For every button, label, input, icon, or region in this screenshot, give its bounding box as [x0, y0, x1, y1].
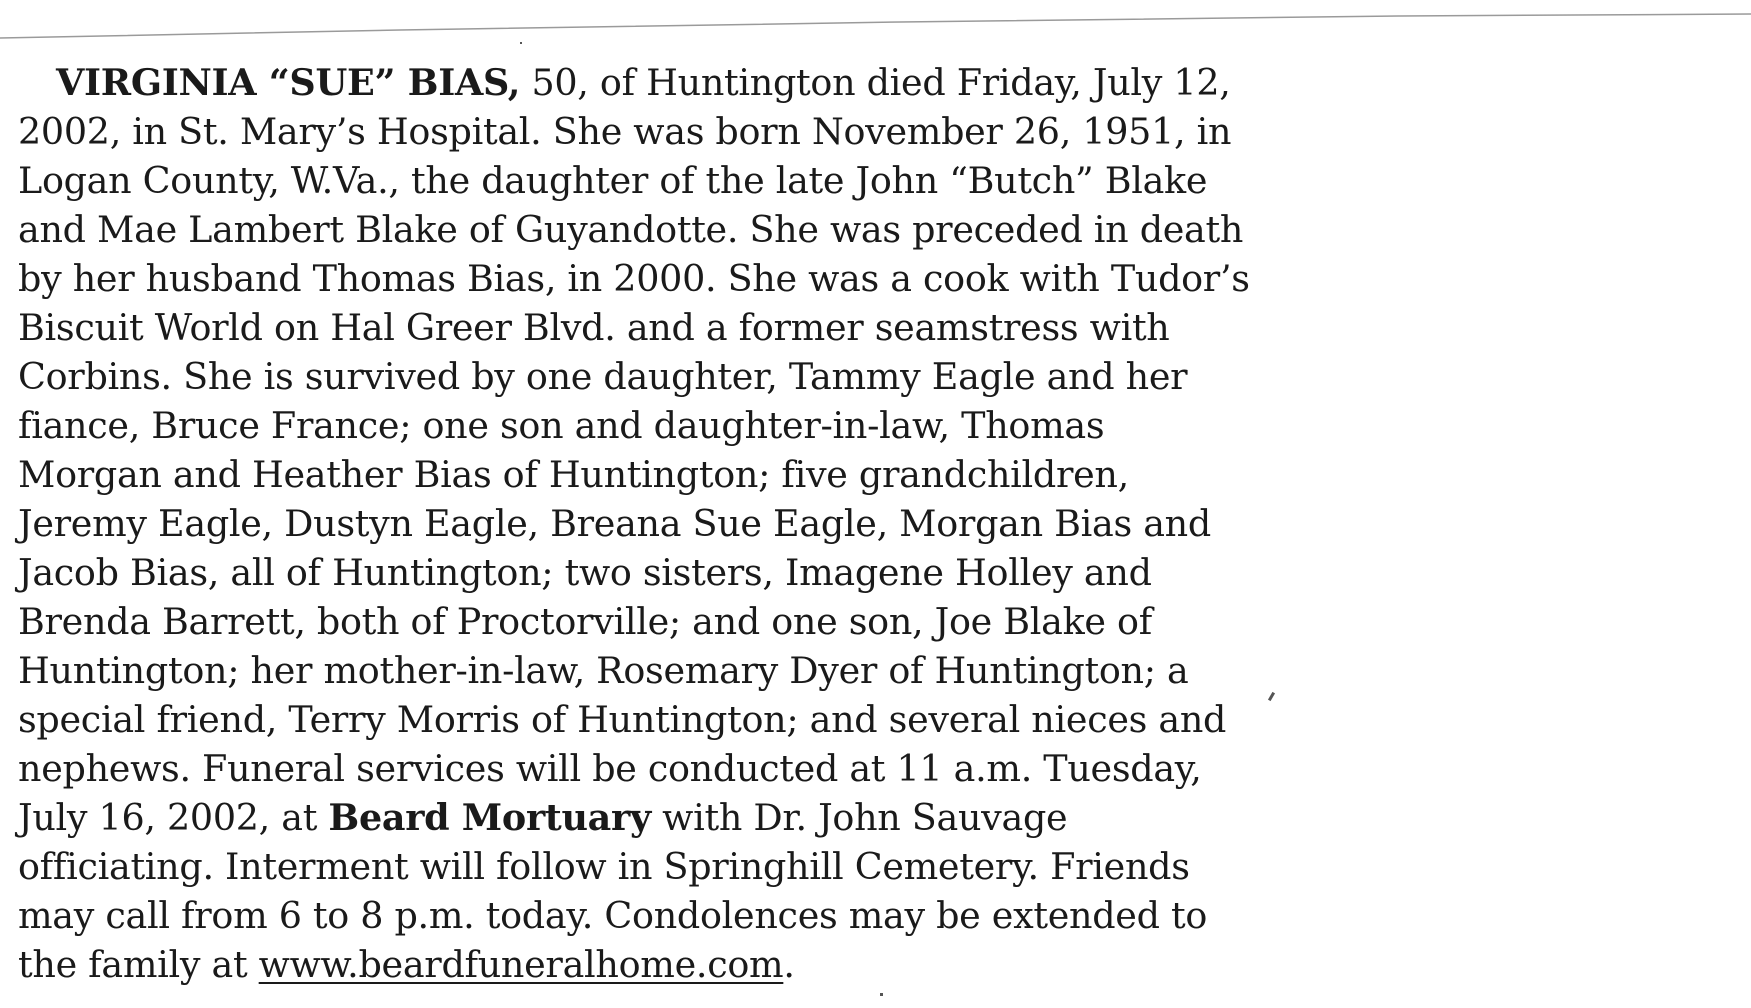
scan-edge-line	[0, 10, 1751, 50]
mortuary-name: Beard Mortuary	[328, 796, 651, 839]
obituary-line: nephews. Funeral services will be conducted at 11 a.m. Tuesday,	[18, 747, 1202, 790]
obituary-line: officiating. Interment will follow in Springhill Cemetery. Friends	[18, 845, 1190, 888]
obituary-line-1: VIRGINIA “SUE” BIAS, 50, of Huntington died Friday, July 12,	[56, 61, 1231, 104]
obituary-line: may call from 6 to 8 p.m. today. Condolences may be extended to	[18, 894, 1208, 937]
obituary-line: Brenda Barrett, both of Proctorville; and one son, Joe Blake of	[18, 600, 1152, 643]
deceased-name: VIRGINIA “SUE” BIAS,	[56, 61, 521, 104]
obituary-line: and Mae Lambert Blake of Guyandotte. She was preceded in death	[18, 208, 1244, 251]
obituary-line: Logan County, W.Va., the daughter of the late John “Butch” Blake	[18, 159, 1208, 202]
obituary-line: Huntington; her mother-in-law, Rosemary Dyer of Huntington; a	[18, 649, 1189, 692]
funeral-home-url[interactable]: www.beardfuneralhome.com	[258, 943, 784, 986]
obituary-line-last: the family at www.beardfuneralhome.com.	[18, 943, 795, 986]
obituary-line: Corbins. She is survived by one daughter, Tammy Eagle and her	[18, 355, 1188, 398]
obituary-line: Biscuit World on Hal Greer Blvd. and a former seamstress with	[18, 306, 1170, 349]
obituary-line: fiance, Bruce France; one son and daughter-in-law, Thomas	[18, 404, 1105, 447]
obituary-line: Morgan and Heather Bias of Huntington; five grandchildren,	[18, 453, 1129, 496]
obituary-line: special friend, Terry Morris of Huntington; and several nieces and	[18, 698, 1227, 741]
scan-speck	[520, 42, 522, 44]
obituary-clipping	[18, 58, 1298, 989]
obituary-line: by her husband Thomas Bias, in 2000. She was a cook with Tudor’s	[18, 257, 1250, 300]
scan-speck	[880, 993, 883, 996]
obituary-line-16: July 16, 2002, at Beard Mortuary with Dr. John Sauvage	[18, 796, 1068, 839]
obituary-line: Jacob Bias, all of Huntington; two sisters, Imagene Holley and	[18, 551, 1152, 594]
obituary-line: Jeremy Eagle, Dustyn Eagle, Breana Sue Eagle, Morgan Bias and	[18, 502, 1211, 545]
obituary-line: 2002, in St. Mary’s Hospital. She was born November 26, 1951, in	[18, 110, 1232, 153]
